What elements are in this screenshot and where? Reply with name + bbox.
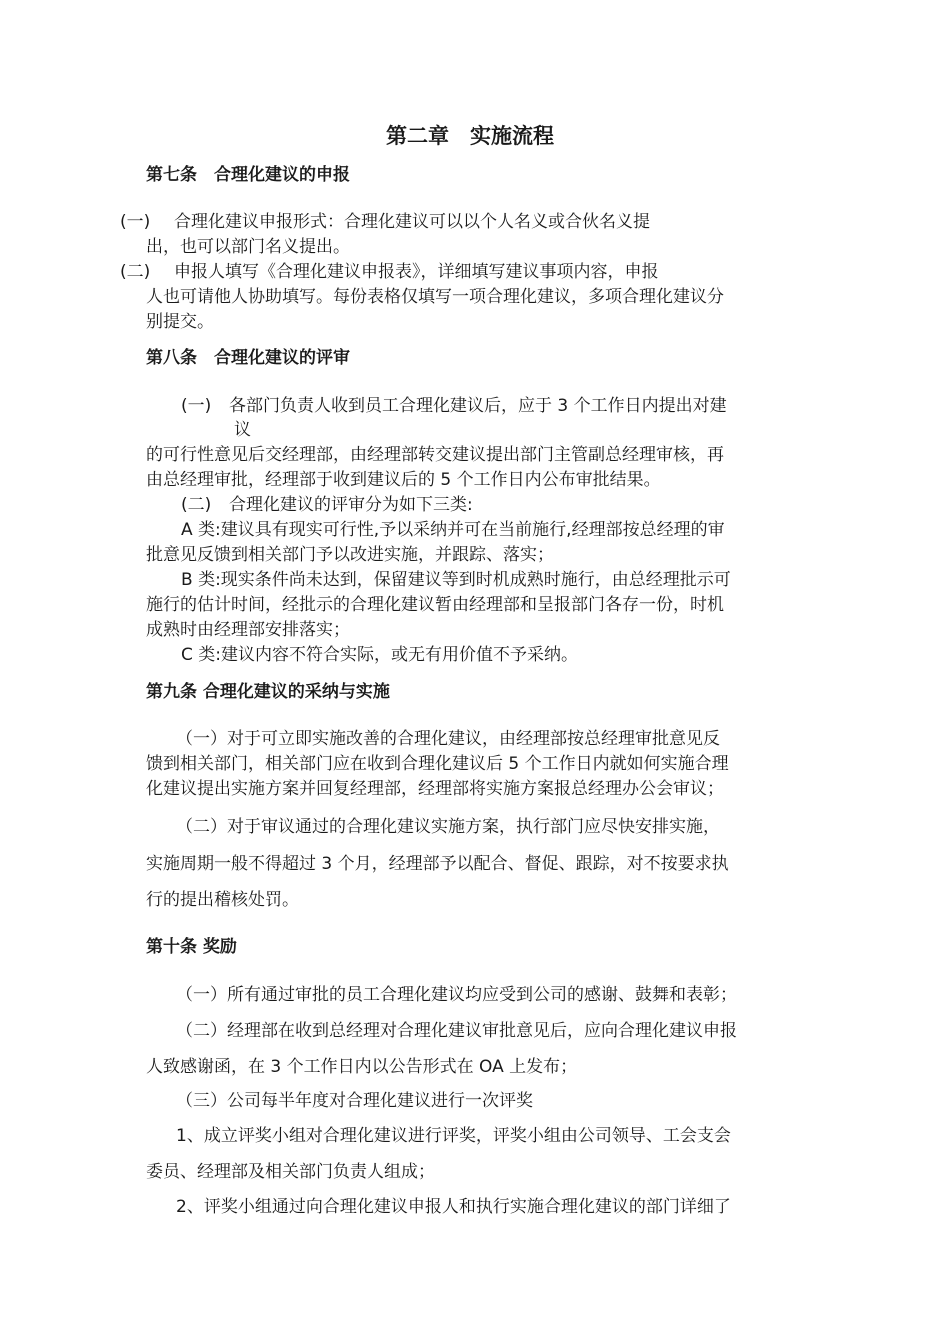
article-10-heading: 第十条 奖励: [146, 937, 237, 957]
art8-class-b-line1: B 类:现实条件尚未达到，保留建议等到时机成熟时施行，由总经理批示可: [181, 570, 731, 590]
art9-p2-line3: 行的提出稽核处罚。: [146, 890, 299, 910]
art8-item2-line1: [181, 493, 473, 517]
art8-class-b-line2: 施行的估计时间，经批示的合理化建议暂由经理部和呈报部门各存一份，时机: [146, 595, 724, 615]
art7-item2-line1: [120, 260, 659, 284]
art8-item1-mark: (一): [181, 396, 212, 416]
art9-p2-line1: （二）对于审议通过的合理化建议实施方案，执行部门应尽快安排实施，: [176, 817, 720, 837]
art8-item1-line4: 由总经理审批，经理部于收到建议后的 5 个工作日内公布审批结果。: [146, 470, 661, 490]
art10-p2-line1: （二）经理部在收到总经理对合理化建议审批意见后，应向合理化建议申报: [176, 1021, 737, 1041]
art10-p1: （一）所有通过审批的员工合理化建议均应受到公司的感谢、鼓舞和表彰；: [176, 985, 737, 1005]
art10-s1-line1: 1、成立评奖小组对合理化建议进行评奖，评奖小组由公司领导、工会支会: [176, 1126, 731, 1146]
art7-item2-text: 申报人填写《合理化建议申报表》，详细填写建议事项内容，申报: [174, 262, 659, 282]
art7-item2-mark: (二): [120, 262, 151, 282]
art7-item2-line2: 人也可请他人协助填写。每份表格仅填写一项合理化建议，多项合理化建议分: [146, 287, 724, 307]
art7-item1-line2: 出，也可以部门名义提出。: [146, 237, 350, 257]
art10-p3: （三）公司每半年度对合理化建议进行一次评奖: [176, 1091, 533, 1111]
art8-item1-line3: 的可行性意见后交经理部，由经理部转交建议提出部门主管副总经理审核，再: [146, 445, 724, 465]
art8-item1-line1: [181, 394, 727, 418]
art10-p2-line2: 人致感谢函，在 3 个工作日内以公告形式在 OA 上发布；: [146, 1057, 578, 1077]
art8-class-c-line1: C 类:建议内容不符合实际，或无有用价值不予采纳。: [181, 645, 579, 665]
art8-item1-line2: 议: [234, 420, 251, 440]
art9-p1-line1: （一）对于可立即实施改善的合理化建议，由经理部按总经理审批意见反: [176, 729, 720, 749]
article-9-heading: 第九条 合理化建议的采纳与实施: [146, 682, 390, 702]
art8-item2-text: 合理化建议的评审分为如下三类:: [229, 495, 473, 515]
art8-item2-mark: (二): [181, 495, 212, 515]
art8-class-b-line3: 成熟时由经理部安排落实；: [146, 620, 350, 640]
art9-p1-line2: 馈到相关部门，相关部门应在收到合理化建议后 5 个工作日内就如何实施合理: [146, 754, 729, 774]
art7-item1-line1: [120, 210, 650, 234]
art7-item2-line3: 别提交。: [146, 312, 214, 332]
art9-p1-line3: 化建议提出实施方案并回复经理部，经理部将实施方案报总经理办公会审议；: [146, 779, 724, 799]
art10-s2-line1: 2、评奖小组通过向合理化建议申报人和执行实施合理化建议的部门详细了: [176, 1197, 731, 1217]
art7-item1-mark: (一): [120, 212, 151, 232]
article-8-heading: 第八条 合理化建议的评审: [146, 348, 350, 368]
art8-class-a-line1: A 类:建议具有现实可行性,予以采纳并可在当前施行,经理部按总经理的审: [181, 520, 725, 540]
art8-class-a-line2: 批意见反馈到相关部门予以改进实施，并跟踪、落实；: [146, 545, 554, 565]
article-7-heading: 第七条 合理化建议的申报: [146, 165, 350, 185]
art10-s1-line2: 委员、经理部及相关部门负责人组成；: [146, 1162, 435, 1182]
chapter-title: 第二章 实施流程: [386, 124, 554, 148]
art9-p2-line2: 实施周期一般不得超过 3 个月，经理部予以配合、督促、跟踪，对不按要求执: [146, 854, 729, 874]
art7-item1-text: 合理化建议申报形式：合理化建议可以以个人名义或合伙名义提: [174, 212, 650, 232]
art8-item1-text: 各部门负责人收到员工合理化建议后，应于 3 个工作日内提出对建: [229, 396, 727, 416]
